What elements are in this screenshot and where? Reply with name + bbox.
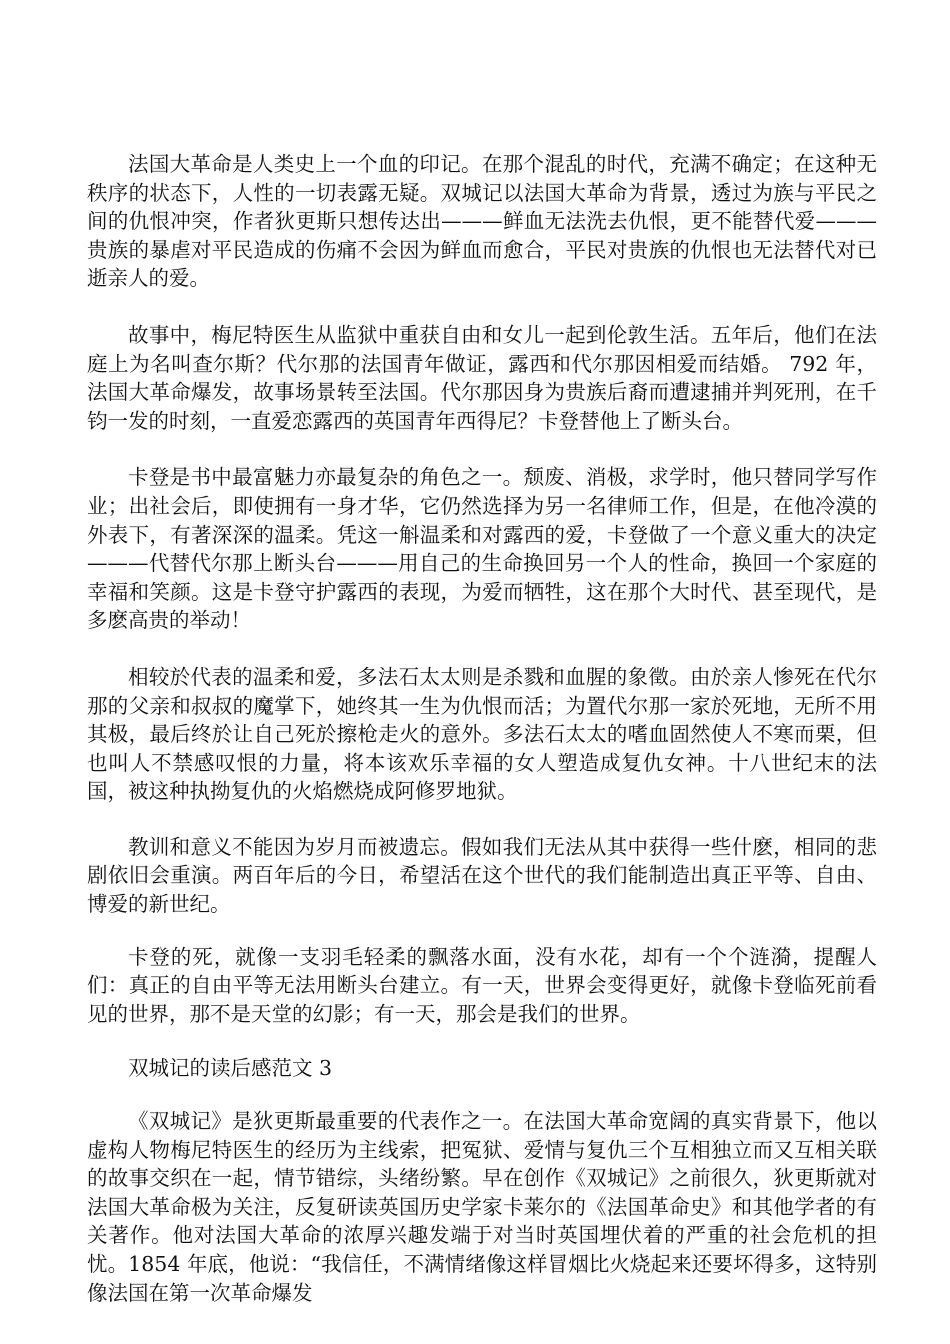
paragraph-carton-death: 卡登的死，就像一支羽毛轻柔的飘落水面，没有水花，却有一个个涟漪，提醒人们：真正的自由平等无法用断头台建立。有一天，世界会变得更好，就像卡登临死前看见的世界，那不是天堂的幻影；有一天，那会是我们的世界。 bbox=[87, 944, 877, 1026]
paragraph-dickens-work: 《双城记》是狄更斯最重要的代表作之一。在法国大革命宽阔的真实背景下，他以虚构人物梅尼特医生的经历为主线索，把冤狱、爱情与复仇三个互相独立而又互相关联的故事交织在一起，情节错综，头绪纷繁。早在创作《双城记》之前很久，狄更斯就对法国大革命极为关注，反复研读英国历史学家卡莱尔的《法国革命史》和其他学者的有关著作。他对法国大革命的浓厚兴趣发端于对当时英国埋伏着的严重的社会危机的担忧。1854 年底，他说：“我信任，不满情绪像这样冒烟比火烧起来还要坏得多，这特别像法国在第一次革命爆发 bbox=[87, 1109, 877, 1305]
paragraph-lessons: 教训和意义不能因为岁月而被遗忘。假如我们无法从其中获得一些什麽，相同的悲剧依旧会重演。两百年后的今日，希望活在这个世代的我们能制造出真正平等、自由、博爱的新世纪。 bbox=[87, 834, 877, 917]
paragraph-defarge-character: 相较於代表的温柔和爱，多法石太太则是杀戮和血腥的象徵。由於亲人惨死在代尔那的父亲和叔叔的魔掌下，她终其一生为仇恨而活；为置代尔那一家於死地，无所不用其极，最后终於让自己死於擦枪走火的意外。多法石太太的嗜血固然使人不寒而栗，但也叫人不禁感叹恨的力量，将本该欢乐幸福的女人塑造成复仇女神。十八世纪末的法国，被这种执拗复仇的火焰燃烧成阿修罗地狱。 bbox=[87, 664, 877, 804]
paragraph-revolution-intro: 法国大革命是人类史上一个血的印记。在那个混乱的时代，充满不确定；在这种无秩序的状态下，人性的一切表露无疑。双城记以法国大革命为背景，透过为族与平民之间的仇恨冲突，作者狄更斯只想传达出———鲜血无法洗去仇恨，更不能替代爱———贵族的暴虐对平民造成的伤痛不会因为鲜血而愈合，平民对贵族的仇恨也无法替代对已逝亲人的爱。 bbox=[87, 152, 877, 291]
paragraph-carton-character: 卡登是书中最富魅力亦最复杂的角色之一。颓废、消极，求学时，他只替同学写作业；出社会后，即使拥有一身才华，它仍然选择为另一名律师工作，但是，在他冷漠的外表下，有著深深的温柔。凭这一斛温柔和对露西的爱，卡登做了一个意义重大的决定———代替代尔那上断头台———用自己的生命换回另一个人的性命，换回一个家庭的幸福和笑颜。这是卡登守护露西的表现，为爱而牺牲，这在那个大时代、甚至现代，是多麽高贵的举动！ bbox=[87, 465, 877, 633]
paragraph-story-summary: 故事中，梅尼特医生从监狱中重获自由和女儿一起到伦敦生活。五年后，他们在法庭上为名叫查尔斯？代尔那的法国青年做证，露西和代尔那因相爱而结婚。 792 年，法国大革命爆发，故事场景转至法国。代尔那因身为贵族后裔而遭逮捕并判死刑，在千钧一发的时刻，一直爱恋露西的英国青年西得尼？卡登替他上了断头台。 bbox=[87, 322, 877, 433]
document-body bbox=[87, 142, 877, 1307]
section-heading: 双城记的读后感范文 3 bbox=[128, 1056, 333, 1081]
